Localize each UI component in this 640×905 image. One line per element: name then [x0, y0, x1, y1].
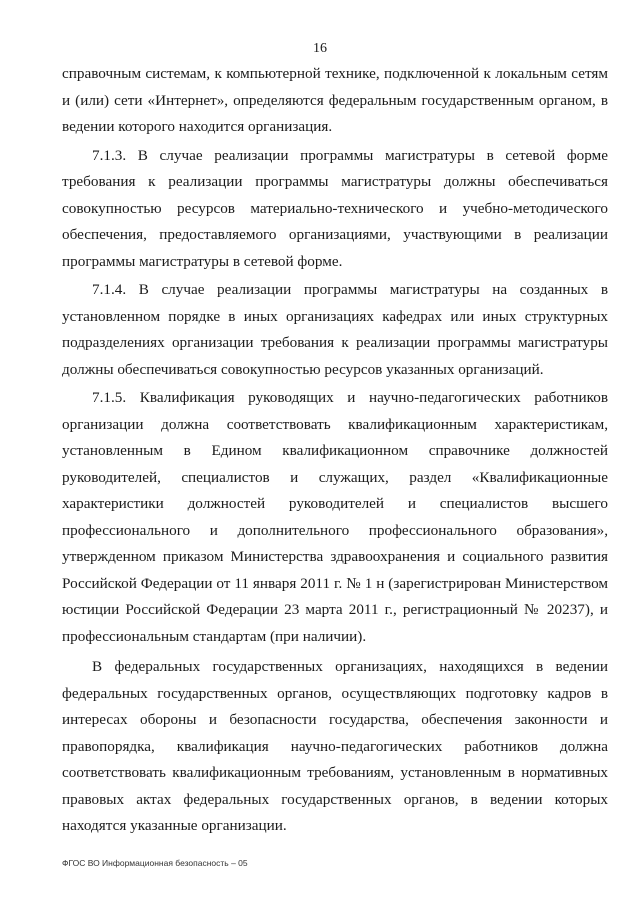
page-number: 16 [313, 41, 327, 56]
paragraph-7-1-4: 7.1.4. В случае реализации программы магистратуры на созданных в установленном порядке в иных организациях кафедрах или иных структурных подразделениях организации требования к реализации программы магистратуры должны обеспечиваться совокупностью ресурсов указанных организаций. [62, 281, 608, 378]
paragraph-continuation: справочным системам, к компьютерной технике, подключенной к локальным сетям и (или) сети «Интернет», определяются федеральным государственным органом, в ведении которого находится организация. [62, 65, 608, 135]
document-body [62, 61, 608, 840]
document-footer: ФГОС ВО Информационная безопасность – 05 [62, 858, 248, 868]
paragraph-federal-organizations: В федеральных государственных организациях, находящихся в ведении федеральных государственных органов, осуществляющих подготовку кадров в интересах обороны и безопасности государства, обеспечения законности и правопорядка, квалификация научно-педагогических работников должна соответствовать квалификационным требованиям, установленным в нормативных правовых актах федеральных государственных органов, в ведении которых находятся указанные организации. [62, 658, 608, 834]
paragraph-7-1-5: 7.1.5. Квалификация руководящих и научно-педагогических работников организации должна соответствовать квалификационным характеристикам, установленным в Едином квалификационном справочнике должностей руководителей, специалистов и служащих, раздел «Квалификационные характеристики должностей руководителей и специалистов высшего профессионального и дополнительного профессионального образования», утвержденном приказом Министерства здравоохранения и социального развития Российской Федерации от 11 января 2011 г. № 1 н (зарегистрирован Министерством юстиции Российской Федерации 23 марта 2011 г., регистрационный № 20237), и профессиональным стандартам (при наличии). [62, 389, 608, 645]
paragraph-7-1-3: 7.1.3. В случае реализации программы магистратуры в сетевой форме требования к реализации программы магистратуры должны обеспечиваться совокупностью ресурсов материально-технического и учебно-методического обеспечения, предоставляемого организациями, участвующими в реализации программы магистратуры в сетевой форме. [62, 146, 608, 270]
